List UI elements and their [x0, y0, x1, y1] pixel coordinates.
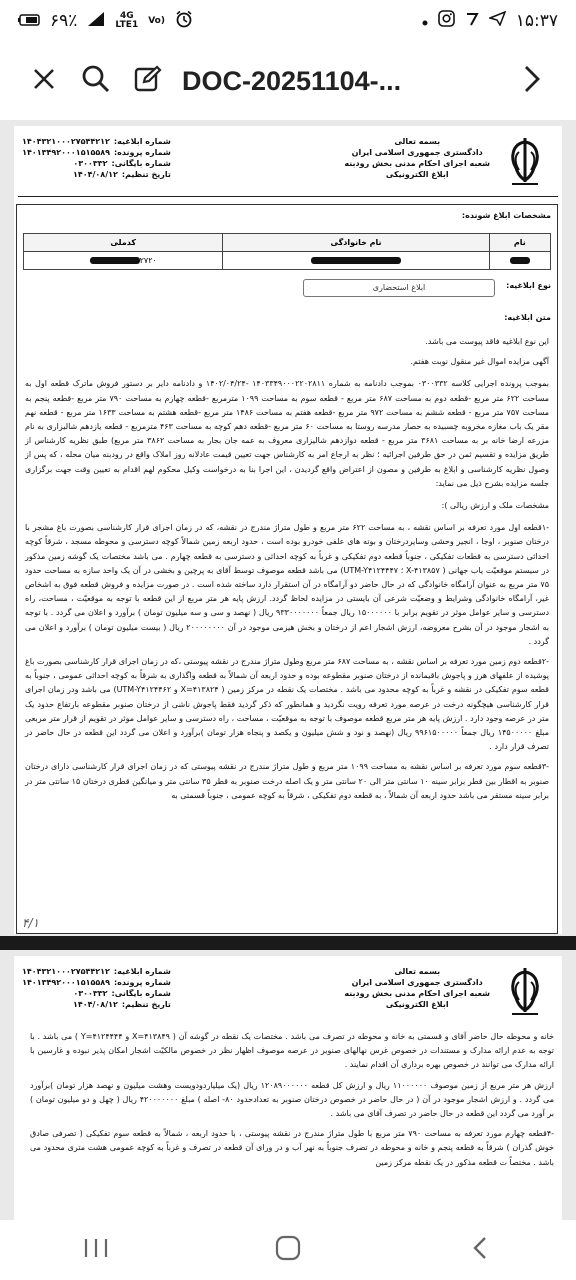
notice-text-label: متن ابلاغیه:: [504, 313, 551, 322]
page-separator: [0, 936, 576, 950]
edit-icon: [133, 64, 163, 98]
paragraph-plot-4: -۴قطعه چهارم مورد تعرفه به مساحت ۷۹۰ متر مربع با طول متراژ مندرج در نقشه پیوستی ، با حدود اربعه ، شمالاً به قطعه سوم تفکیکی ( تصرفی صادق خوش گذران ) شرقاً به قطعه پنجم و خانه و محوطه در تصرف جنوباً به نهر آب و در ورای آن قطعه در تصرف و غرباً به کوچه عمومی هشت متری محدود می باشد . مختصاً ت قطعه مذکور در یک نقطه مرکز زمین: [30, 1129, 555, 1167]
search-button[interactable]: [70, 55, 122, 107]
battery-percent: ۶۹٪: [50, 11, 78, 31]
clock-time: ۱۵:۳۷: [515, 11, 558, 31]
notice-type-value: ابلاغ استحضاری: [303, 279, 495, 297]
network-type: 4G LTE1: [115, 11, 139, 30]
paragraph-case-intro: بموجب پرونده اجرایی کلاسه ۰۳۰۰۳۳۲ بموجب دادنامه به شماره ۱۴۰۳۳۴۹۰۰۰۲۲۰۲۸۱۱ -۱۴۰۲/۰۴/۲۴ و دادنامه دایر بر دستور فروش ماترک قطعه اول به مساحت ۶۲۲ متر مربع -قطعه دوم به مساحت ۶۸۷ متر مربع - قطعه سوم به مساحت ۱۰۹۹ مترمربع -قطعه چهارم به مساحت ۷۹۰ متر مربع -قطعه پنجم به مساحت ۷۵۷ متر مربع - قطعه ششم به مساحت ۹۷۲ متر مربع -قطعه هفتم به مساحت ۱۴۸۶ متر مربع -قطعه هشتم به مساحت ۱۶۳۳ متر مربع - قطعه نهم مقر یک باب مغازه مخروبه چسبیده به حصار مدرسه روستا به مساحت ۶۰ متر مربع -قطعه دهم کوچه به مساحت ۴۶۳ مترمربع - قطعه یازدهم شالیزاری به نام مزرعه ارضا خانه بر به مساحت ۳۶۸۱ متر مربع - قطعه دوازدهم شالیزاری معروف به عمه جان بجار به مساحت ۳۸۶۲ متر مربع) طبق نظریه کارشناس از طریق مزایده و تقسیم ثمن در حق طرفین اجرائیه ؛ نظر به ارجاع امر به کارشناس جهت تعیین قیمت عادلانه روز املاک واقع در رودبنه میان محله ، که پس از وصول نظریه کارشناسی و ابلاغ به طرفین و مصون از اعتراض واقع گردیدن ، این اجرا بنا به درخواست وکیل محکوم لهم اقدام به تعیین وقت جهت برگزاری جلسه مزایده بشرح ذیل می نماید:: [25, 379, 550, 488]
status-right: [422, 10, 558, 32]
col-family-name: نام خانوادگی: [223, 234, 489, 252]
redaction-mark: [311, 257, 401, 264]
paragraph-auction-title: آگهی مزایده اموال غیر منقول نوبت هفتم.: [410, 357, 549, 367]
redaction-mark: [90, 257, 140, 264]
page-number: ۴/۱: [22, 916, 39, 930]
paragraph-plot-3-cont: خانه و محوطه حال حاضر آقای و قسمتی به خانه و محوطه در تصرف می باشد . مختصات یک نقطه در گوشه آن ( X=۴۱۳۸۴۹ و Y=۴۱۲۴۴۴۴ ) می باشد . با توجه به عدم ارائه مدارک و مستندات در خصوص غرس نهالهای صنوبر در عرصه موصوف اظهار نظر در خصوص مالکیّت اشجار امکان پذیر نبوده و غارسین با ارائه مدارک می توانند در خصوص بهره برداری آن اقدام نمایند .: [30, 1032, 555, 1070]
home-button[interactable]: [248, 1230, 328, 1270]
edit-button[interactable]: [122, 55, 174, 107]
page-header: [14, 956, 562, 1026]
system-back-button[interactable]: [440, 1230, 520, 1270]
more-notifications-icon: [422, 11, 428, 31]
recipient-family-cell: [223, 252, 489, 270]
recipient-name-cell: [489, 252, 550, 270]
paragraph-plot-3-value: ارزش هر متر مربع از زمین موصوف ۱۱۰۰۰۰۰۰ ریال و ارزش کل قطعه ۱۲۰۸۹۰۰۰۰۰۰ ریال (یک میلیاردودویست وهشت میلیون و نهصد هزار تومان )برآورد می گردد . و ارزش اشجار موجود در آن ( در حال حاضر در خصوص درختان صنوبر به تعدادحدود ۸۰- اصله ) مبلغ ۴۲۰۰۰۰۰۰۰ ریال ( چهل و دو میلیون تومان ) بر آورد می گردد این قطعه در حال حاضر در تصرف آقای می باشد .: [30, 1080, 555, 1119]
document-meta: شماره ابلاغیه: ۱۴۰۴۳۲۱۰۰۰۲۷۵۴۴۲۱۲ شماره پرونده: ۱۴۰۱۳۴۹۲۰۰۰۱۵۱۵۵۸۹ شماره بایگانی: ۰۳۰۰۳۳۲ تاریخ تنظیم: ۱۴۰۴/۰۸/۱۲: [22, 137, 171, 179]
app-v-icon: [465, 11, 479, 32]
paragraph-attachment: این نوع ابلاغیه فاقد پیوست می باشد.: [425, 337, 549, 346]
document-page-2: [14, 956, 562, 1220]
col-name: نام: [489, 234, 550, 252]
document-page-1: [14, 126, 562, 934]
document-toolbar: [0, 42, 576, 120]
system-nav-bar: [0, 1220, 576, 1280]
header-rule: [18, 196, 558, 197]
status-bar: [0, 0, 576, 42]
recent-apps-icon: [83, 1237, 109, 1263]
back-arrow-icon: [470, 1235, 490, 1265]
send-icon: [489, 11, 506, 31]
recent-apps-button[interactable]: [56, 1230, 136, 1270]
notice-type-label: نوع ابلاغیه:: [506, 281, 551, 290]
recipient-table: [23, 233, 551, 270]
notice-box: [16, 204, 558, 934]
back-button[interactable]: [18, 55, 70, 107]
home-icon: [274, 1234, 302, 1266]
col-national-id: کدملی: [24, 234, 223, 252]
chevron-right-icon: [522, 64, 542, 98]
redaction-mark: [510, 257, 530, 264]
document-meta: شماره ابلاغیه: ۱۴۰۴۳۲۱۰۰۰۲۷۵۴۴۲۱۲ شماره پرونده: ۱۴۰۱۳۴۹۲۰۰۰۱۵۱۵۵۸۹ شماره بایگانی: ۰۳۰۰۳۳۲ تاریخ تنظیم: ۱۴۰۴/۰۸/۱۲: [22, 967, 171, 1009]
paragraph-plot-3: -۳قطعه سوم مورد تعرفه بر اساس نقشه به مساحت ۱۰۹۹ متر مربع و طول متراژ مندرج در نقشه پیوستی که در زمان اجرای قرار کارشناسی دارای درختان صنوبر به اقطار بین قطر برابر سینه ۱۰ سانتی متر الی ۲۰ سانتی متر و یک اصله درخت صنوبر به قطر ۳۵ سانتی متر و میانگین قطری درختان ۱۵ سانتی متر در برابر سینه مستقر می باشد حدود اربعه آن شمالاً ، به قطعه دوم تفکیکی ، شرقاً به کوچه عمومی ، جنوباً قسمتی به: [25, 762, 549, 800]
signal-icon: [87, 11, 105, 32]
document-title: DOC-20251104-...: [182, 65, 402, 96]
page-2-body: [30, 1030, 554, 1170]
status-left: [18, 10, 193, 33]
instagram-icon: [438, 10, 455, 32]
recipient-id-cell: ۲۷۲۰: [24, 252, 223, 270]
iran-emblem-icon: [502, 134, 548, 188]
paragraph-plot-1: -۱قطعه اول مورد تعرفه بر اساس نقشه ، به مساحت ۶۲۲ متر مربع و طول متراژ مندرج در نقشه، که در زمان اجرای قرار کارشناسی بصورت باغ مشجر با درختان صنوبر ، اوجا ، انجیر وحشی وسایردرختان و بوته های علفی خودرو بوده است ، حدود اربعه زمین شمالاً کوچه دسترسی و محوطه مسجد ، شرقاً کوچه احداثی دسترسی به قطعات تفکیکی ، جنوباً قطعه دوم تفکیکی و غرباً به کوچه احداثی و دسترسی به قطعه چهارم . می باشد مختصات یک گوشه زمین مذکور در سیستم موقعیّت یاب جهانی ( X-۴۱۳۸۵۷ ؛ UTM-Y۴۱۲۴۴۴۷) می باشد قطعه موصوف توسط آقای به پرچین و بخشی در آن یک واحد سازه به مساحت حدود ۷۵ متر مربع به عنوان آرامگاه خانوادگی که در حال حاضر دو آرامگاه در آن استقرار دارد ساخته شده است . در صورت مزایده و فروش قطعه فوق به اشخاص غیر، آرامگاه خانوادگی وشرایط و وضعیّت شرعی آن بایستی در مزایده لحاظ گردد. ارزش پایه هر متر مربع از این قطعه با توجه به موقعیّت ، مساحت، راه دسترسی و سایر عوامل موثر در تقویم برابر با ۱۵۰۰۰۰۰۰ ریال جمعاً ۹۳۳۰۰۰۰۰۰۰ ریال ( نهصد و سی و سه میلیون تومان ) برآورد و اعلان می گردد . با توجه به اشجار موجود در آن بشرح معروضه، ارزش اشجار اعم از درختان و بخش هیزمی موجود در آن ۲۰۰۰۰۰۰۰۰ ریال ( بیست میلیون تومان ) برآورد و اعلان می گردد .: [25, 523, 550, 646]
paragraph-plot-2: -۲قطعه دوم زمین مورد تعرفه بر اساس نقشه ، به مساحت ۶۸۷ متر مربع وطول متراژ مندرج در نقشه پیوستی ،که در زمان اجرای قرار کارشناسی بصورت باغ پوشیده از علفهای هرز و پاجوش باقیمانده از درختان صنوبر مقطوعه بوده و حدود اربعه آن شمالاً به قطعه واگذاری به شرقاً به کوچه احداثی عمومی ، جنوباً به قطعه سوم تفکیکی در نقشه و غرباً به کوچه محدود می باشد . مختصات یک نقطه در مرکز زمین ( X=۴۱۳۸۲۴ و UTM-Y۴۱۲۴۴۶۲) می باشد ودر زمان اجرای قرار کارشناسی هیچگونه درخت در عرصه مورد تعرفه رویت نگردید و همانطور که ذکر گردید فقط پاجوش ناشی از درختان صنوبر مقطوعه بارتفاع حدود یک متر در عرصه وجود دارد . ارزش پایه هر متر مربع قطعه موصوف با توجه به موقعیّت ، مساحت ، راه دسترسی و سایر عوامل موثر در تقویم از قرار متر مربعی مبلغ ۱۴۵۰۰۰۰۰ ریال جمعاً ۹۹۶۱۵۰۰۰۰۰ ریال (نهصد و نود و شش میلیون و یکصد و پنجاه هزار تومان )برآورد و اعلان می گردد این قطعه در حال حاضر در تصرف قرار دارد .: [25, 657, 550, 752]
alarm-icon: [175, 10, 193, 33]
paragraph-property-heading: مشخصات ملک و ارزش ریالی ):: [441, 501, 549, 511]
document-viewer[interactable]: [0, 120, 576, 1220]
battery-icon: [18, 11, 40, 31]
close-icon: [31, 66, 57, 96]
volte-indicator: Vo): [148, 15, 165, 26]
issuer-block: بسمه تعالی دادگستری جمهوری اسلامی ایران شعبه اجرای احکام مدنی بخش رودبنه ابلاغ الکترونیکی: [344, 137, 490, 179]
recipient-section-title: مشخصات ابلاغ شونده:: [461, 211, 551, 220]
issuer-block: بسمه تعالی دادگستری جمهوری اسلامی ایران شعبه اجرای احکام مدنی بخش رودبنه ابلاغ الکترونیکی: [344, 967, 490, 1009]
iran-emblem-icon: [502, 964, 548, 1018]
forward-button[interactable]: [506, 55, 558, 107]
notice-body: [25, 335, 549, 803]
search-icon: [81, 64, 111, 98]
page-header: [14, 126, 562, 196]
